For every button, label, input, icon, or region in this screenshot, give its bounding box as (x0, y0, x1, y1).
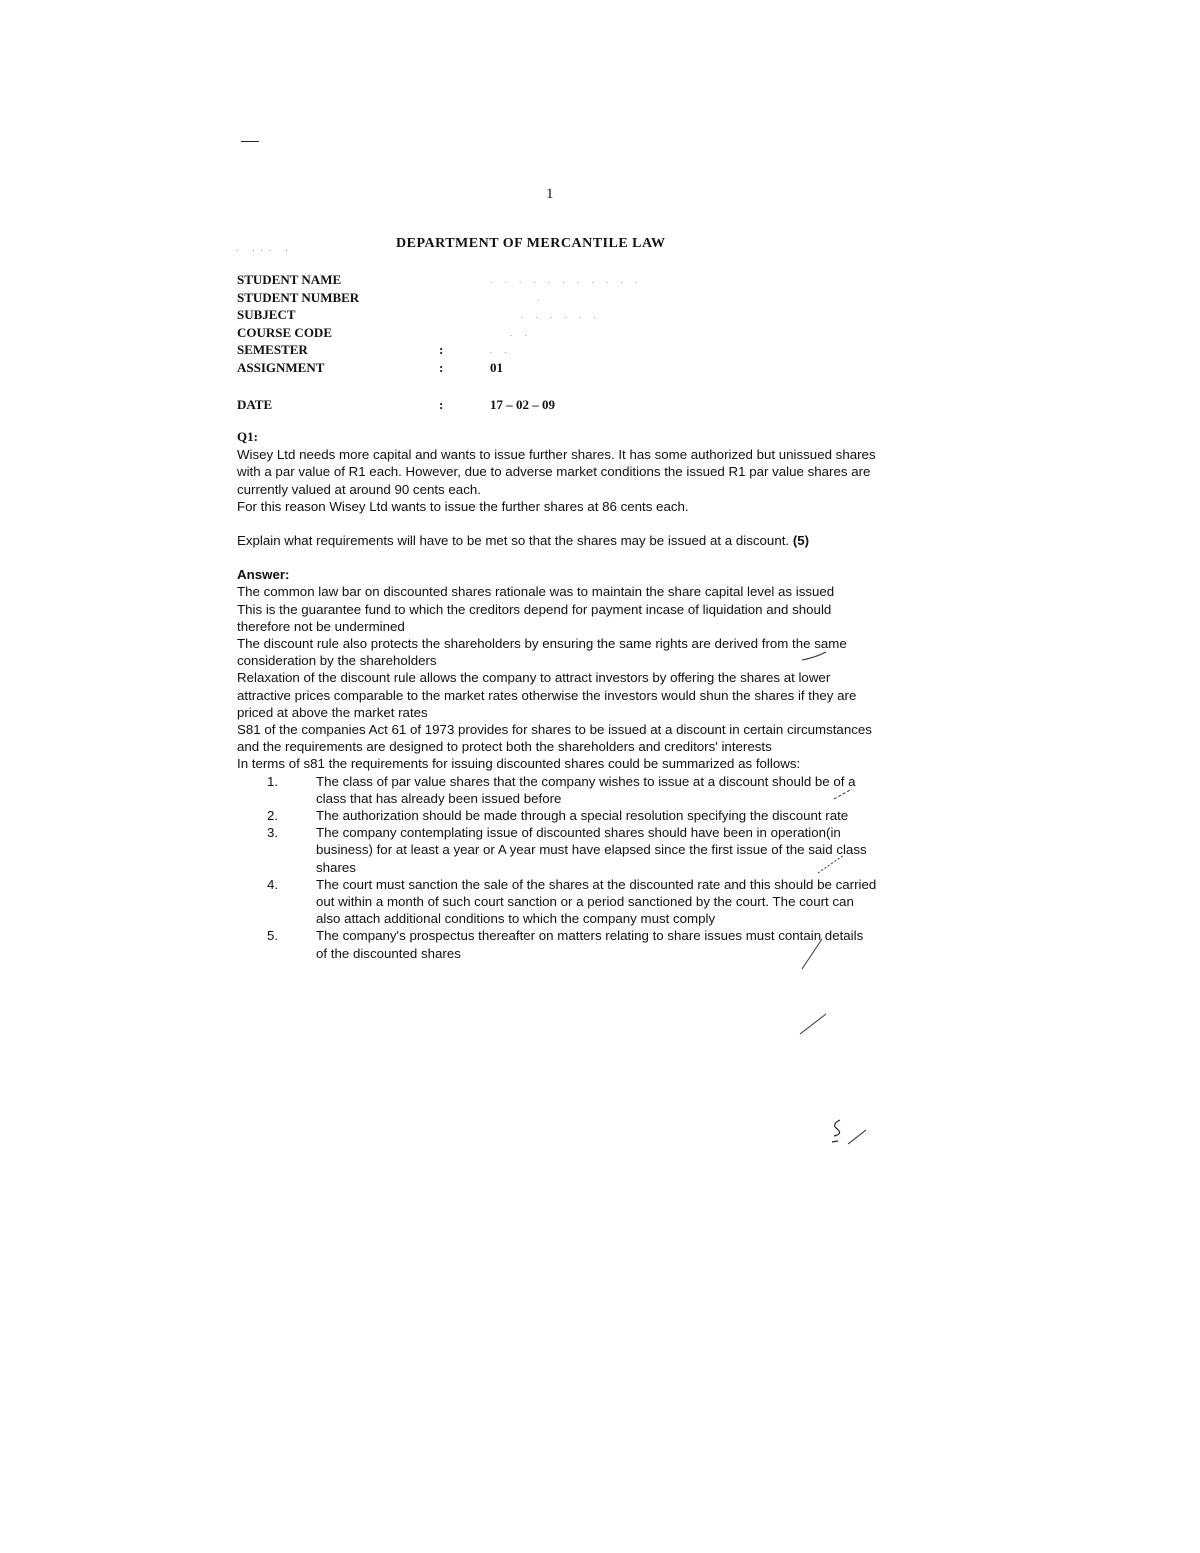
info-value: . . . . . . . . . . . (490, 275, 643, 285)
info-value: 17 – 02 – 09 (490, 397, 555, 412)
grader-signature-icon (826, 1116, 872, 1155)
answer-paragraph: This is the guarantee fund to which the creditors depend for payment incase of liquidation and should therefore not be undermined (237, 601, 832, 634)
requirement-item (237, 824, 877, 876)
answer-paragraph: S81 of the companies Act 61 of 1973 provides for shares to be issued at a discount in certain circumstances and the requirements are designed to protect both the shareholders and creditors' interests (237, 722, 872, 755)
info-value: . (537, 292, 545, 303)
spacer (237, 515, 877, 532)
answer-label: Answer: (237, 567, 290, 583)
scan-specks: . ... . (236, 244, 294, 253)
question-prompt (237, 532, 877, 549)
requirement-item (237, 773, 877, 807)
answer-paragraph: The discount rule also protects the shareholders by ensuring the same rights are derived from the same consideration by the shareholders (237, 636, 847, 669)
requirement-item (237, 927, 877, 961)
info-label: STUDENT NUMBER (237, 289, 360, 305)
tick-mark-icon (800, 937, 824, 971)
tick-mark-icon (832, 787, 854, 801)
info-label: STUDENT NAME (237, 272, 342, 287)
requirements-list (237, 773, 877, 962)
requirement-text: The company's prospectus thereafter on matters relating to share issues must contain details of the discounted shares (316, 928, 864, 961)
answer-paragraph: Relaxation of the discount rule allows the company to attract investors by offering the shares at lower attractive prices comparable to the market rates otherwise the investors would shun the shares if they are priced at above the market rates (237, 670, 857, 720)
requirement-text: The court must sanction the sale of the shares at the discounted rate and this should be carried out within a month of such court sanction or a period sanctioned by the court. The court can also attach additional conditions to which the company must comply (316, 876, 877, 927)
scan-mark (241, 141, 259, 142)
info-value: . . (490, 345, 512, 355)
question-marks: (5) (792, 533, 810, 549)
requirement-number: 5. (267, 928, 279, 944)
tick-mark-icon (800, 650, 828, 662)
requirement-number: 3. (267, 825, 279, 841)
info-label: ASSIGNMENT (237, 359, 325, 375)
question-text: Wisey Ltd needs more capital and wants to issue further shares. It has some authorized but unissued shares with a par value of R1 each. However, due to adverse market conditions the issued R1 par value shares are currently valued at around 90 cents each. (237, 447, 876, 497)
assignment-body (237, 428, 877, 962)
question-prompt-text: Explain what requirements will have to be met so that the shares may be issued at a discount. (237, 533, 790, 549)
info-label: SEMESTER (237, 342, 308, 357)
answer-paragraph: In terms of s81 the requirements for issuing discounted shares could be summarized as follows: (237, 756, 801, 772)
question-text: For this reason Wisey Ltd wants to issue the further shares at 86 cents each. (237, 498, 689, 514)
info-label: COURSE CODE (237, 324, 332, 340)
question-label: Q1: (237, 429, 258, 444)
info-value: . . (510, 327, 532, 338)
answer-paragraph: The common law bar on discounted shares rationale was to maintain the share capital level as issued (237, 584, 835, 600)
requirement-number: 4. (267, 876, 279, 892)
info-colon: : (439, 359, 444, 375)
requirement-item (237, 876, 877, 928)
requirement-text: The company contemplating issue of discounted shares should have been in operation(in business) for at least a year or A year must have elapsed since the first issue of the said class shares (316, 825, 867, 875)
requirement-text: The authorization should be made through a special resolution specifying the discount rate (316, 808, 849, 824)
requirement-number: 2. (267, 808, 279, 824)
department-title: DEPARTMENT OF MERCANTILE LAW (396, 236, 666, 251)
info-value: . . . . . . (521, 310, 601, 320)
info-label: SUBJECT (237, 307, 296, 322)
tick-mark-icon (798, 1012, 828, 1036)
info-colon: : (439, 397, 444, 412)
requirement-item (237, 807, 877, 824)
info-colon: : (439, 342, 444, 357)
info-value: 01 (490, 359, 503, 375)
page-number: 1 (546, 186, 554, 202)
info-label: DATE (237, 397, 273, 412)
tick-mark-icon (816, 853, 846, 875)
requirement-number: 1. (267, 773, 279, 789)
requirement-text: The class of par value shares that the company wishes to issue at a discount should be of a class that has already been issued before (316, 773, 856, 806)
